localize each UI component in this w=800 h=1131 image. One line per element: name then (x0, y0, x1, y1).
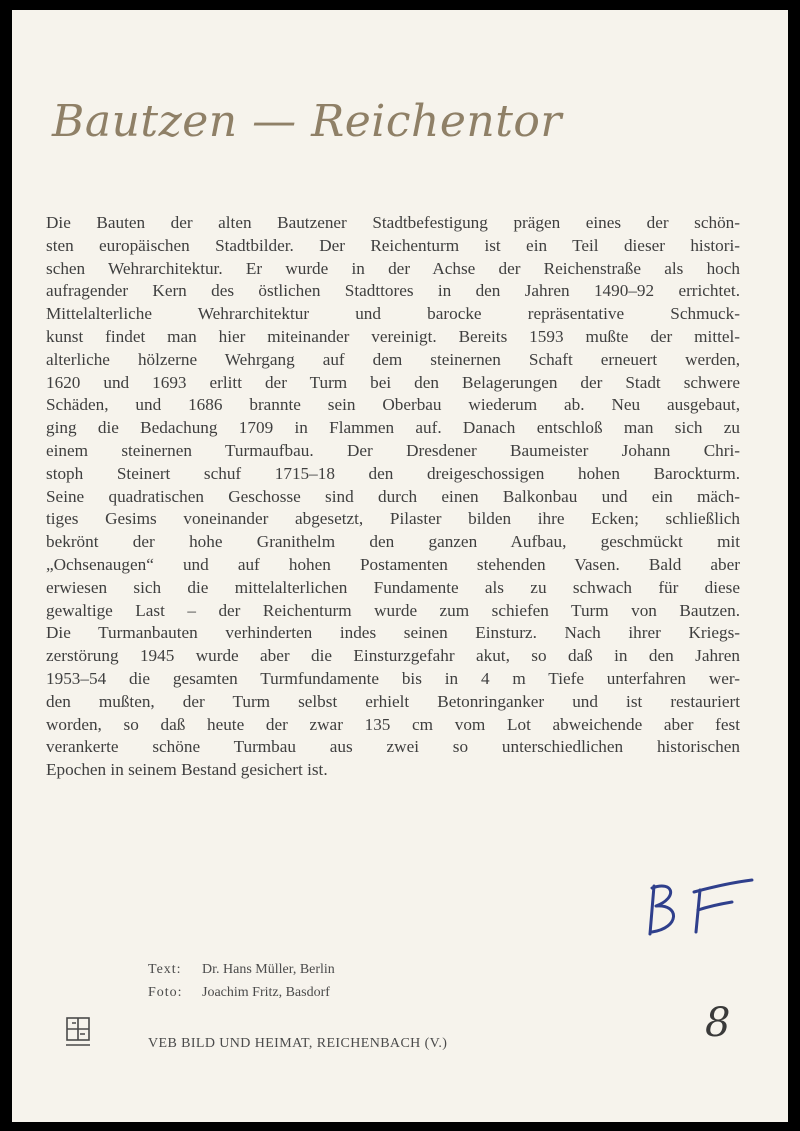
handwritten-signature (640, 876, 760, 940)
body-line: sten europäischen Stadtbilder. Der Reichenturm ist ein Teil dieser histori- (46, 235, 740, 255)
body-line: stoph Steinert schuf 1715–18 den dreigeschossigen hohen Barockturm. (46, 463, 740, 483)
body-line: einem steinernen Turmaufbau. Der Dresdener Baumeister Johann Chri- (46, 440, 740, 460)
photo-credit-value: Joachim Fritz, Basdorf (202, 985, 330, 1000)
body-line: „Ochsenaugen“ und auf hohen Postamenten stehenden Vasen. Bald aber (46, 554, 740, 574)
body-line: verankerte schöne Turmbau aus zwei so unterschiedlichen historischen (46, 737, 740, 757)
body-line: tiges Gesims voneinander abgesetzt, Pilaster bilden ihre Ecken; schließlich (46, 509, 740, 529)
page-title: Bautzen — Reichentor (52, 96, 562, 147)
body-line: kunst findet man hier miteinander vereinigt. Bereits 1593 mußte der mittel- (46, 326, 740, 346)
body-line: zerstörung 1945 wurde aber die Einsturzgefahr akut, so daß in den Jahren (46, 646, 740, 666)
body-line: Epochen in seinem Bestand gesichert ist. (46, 760, 328, 780)
body-line: den mußten, der Turm selbst erhielt Betonringanker und ist restauriert (46, 691, 740, 711)
body-line: schen Wehrarchitektur. Er wurde in der Achse der Reichenstraße als hoch (46, 258, 740, 278)
text-credit-label: Text: (148, 962, 182, 977)
body-text (46, 212, 740, 782)
postcard-back (12, 10, 788, 1122)
body-line: worden, so daß heute der zwar 135 cm vom Lot abweichende aber fest (46, 714, 740, 734)
body-line: Seine quadratischen Geschosse sind durch einen Balkonbau und ein mäch- (46, 486, 740, 506)
page-number: 8 (705, 1000, 731, 1046)
photo-credit-label: Foto: (148, 985, 183, 1000)
credits (148, 958, 335, 1004)
body-line: Die Turmanbauten verhinderten indes seinen Einsturz. Nach ihrer Kriegs- (46, 623, 740, 643)
body-line: Mittelalterliche Wehrarchitektur und barocke repräsentative Schmuck- (46, 304, 740, 324)
body-line: bekrönt der hohe Granithelm den ganzen Aufbau, geschmückt mit (46, 532, 740, 552)
publisher-line: VEB BILD UND HEIMAT, REICHENBACH (V.) (148, 1036, 448, 1051)
body-line: 1620 und 1693 erlitt der Turm bei den Belagerungen der Stadt schwere (46, 372, 740, 392)
body-line: erwiesen sich die mittelalterlichen Fundamente als zu schwach für diese (46, 577, 740, 597)
body-line: aufragender Kern des östlichen Stadttores in den Jahren 1490–92 errichtet. (46, 281, 740, 301)
body-line: Die Bauten der alten Bautzener Stadtbefestigung prägen eines der schön- (46, 213, 740, 232)
body-line: ging die Bedachung 1709 in Flammen auf. Danach entschloß man sich zu (46, 418, 740, 438)
body-line: Schäden, und 1686 brannte sein Oberbau wiederum ab. Neu ausgebaut, (46, 395, 740, 415)
text-credit-value: Dr. Hans Müller, Berlin (202, 962, 335, 977)
body-line: gewaltige Last – der Reichenturm wurde zum schiefen Turm von Bautzen. (46, 600, 740, 620)
publisher-logo-icon (64, 1015, 92, 1049)
body-line: alterliche hölzerne Wehrgang auf dem steinernen Schaft erneuert werden, (46, 349, 740, 369)
body-line: 1953–54 die gesamten Turmfundamente bis in 4 m Tiefe unterfahren wer- (46, 668, 740, 688)
